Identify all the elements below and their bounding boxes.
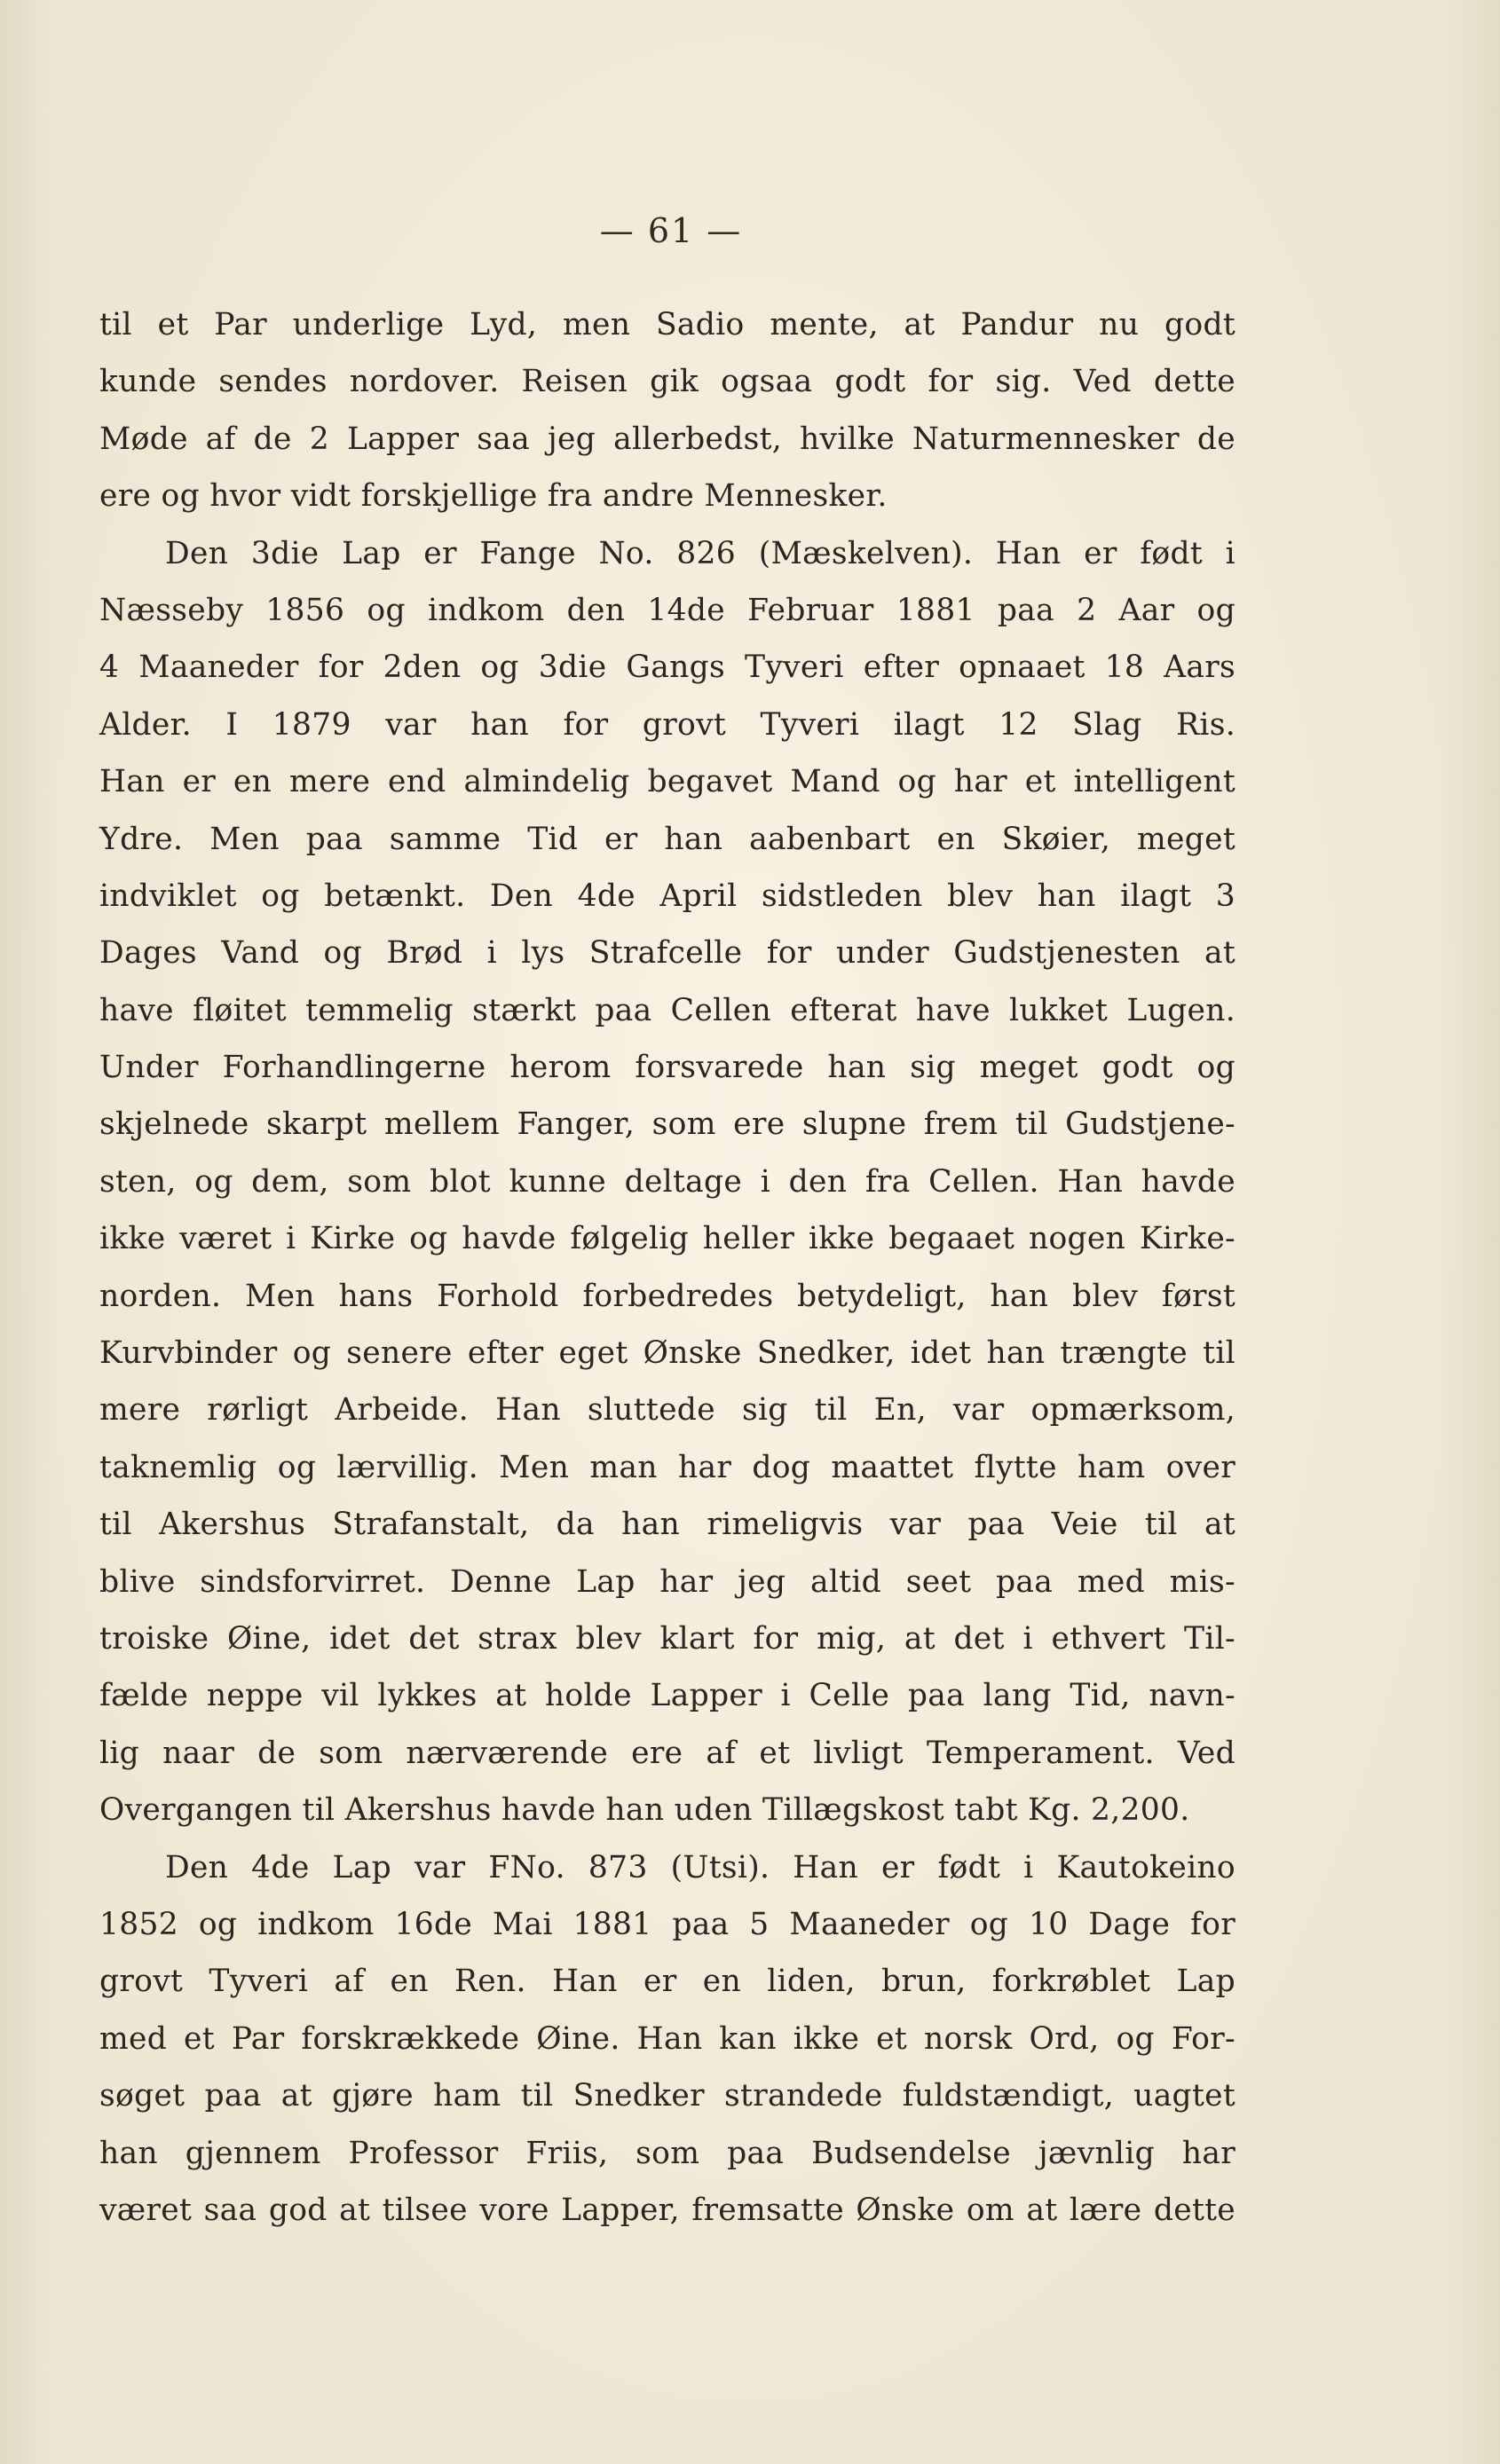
text-line: fælde neppe vil lykkes at holde Lapper i Celle paa lang Tid, navn- xyxy=(99,1678,1236,1714)
text-line: Møde af de 2 Lapper saa jeg allerbedst, hvilke Naturmennesker de xyxy=(99,421,1236,457)
text-line: Ydre. Men paa samme Tid er han aabenbart en Skøier, meget xyxy=(99,821,1236,857)
text-line: 1852 og indkom 16de Mai 1881 paa 5 Maaneder og 10 Dage for xyxy=(99,1906,1236,1942)
text-line: have fløitet temmelig stærkt paa Cellen efterat have lukket Lugen. xyxy=(99,992,1236,1028)
text-line: Han er en mere end almindelig begavet Mand og har et intelligent xyxy=(99,764,1236,800)
text-line: med et Par forskrækkede Øine. Han kan ikke et norsk Ord, og For- xyxy=(99,2020,1236,2057)
text-line: skjelnede skarpt mellem Fanger, som ere slupne frem til Gudstjene- xyxy=(99,1106,1236,1143)
text-line: Næsseby 1856 og indkom den 14de Februar 1881 paa 2 Aar og xyxy=(99,592,1236,628)
text-line: Den 3die Lap er Fange No. 826 (Mæskelven). Han er født i xyxy=(165,535,1236,571)
text-line: Overgangen til Akershus havde han uden Tillægskost tabt Kg. 2,200. xyxy=(99,1792,1190,1829)
text-line: lig naar de som nærværende ere af et livligt Temperament. Ved xyxy=(99,1735,1236,1771)
text-line: Kurvbinder og senere efter eget Ønske Snedker, idet han trængte til xyxy=(99,1335,1236,1372)
text-line: Dages Vand og Brød i lys Strafcelle for under Gudstjenesten at xyxy=(99,935,1236,972)
text-line: Den 4de Lap var FNo. 873 (Utsi). Han er født i Kautokeino xyxy=(165,1849,1236,1885)
text-line: indviklet og betænkt. Den 4de April sidstleden blev han ilagt 3 xyxy=(99,878,1236,914)
text-line: taknemlig og lærvillig. Men man har dog maattet flytte ham over xyxy=(99,1449,1236,1485)
text-line: 4 Maaneder for 2den og 3die Gangs Tyveri efter opnaaet 18 Aars xyxy=(99,649,1236,686)
text-line: han gjennem Professor Friis, som paa Budsendelse jævnlig har xyxy=(99,2135,1236,2171)
text-line: Alder. I 1879 var han for grovt Tyveri ilagt 12 Slag Ris. xyxy=(99,706,1236,743)
text-line: troiske Øine, idet det strax blev klart for mig, at det i ethvert Til- xyxy=(99,1620,1236,1657)
text-line: kunde sendes nordover. Reisen gik ogsaa godt for sig. Ved dette xyxy=(99,364,1236,400)
text-line: til Akershus Strafanstalt, da han rimeligvis var paa Veie til at xyxy=(99,1507,1236,1543)
text-line: sten, og dem, som blot kunne deltage i den fra Cellen. Han havde xyxy=(99,1163,1236,1200)
text-line: Under Forhandlingerne herom forsvarede han sig meget godt og xyxy=(99,1050,1236,1086)
text-line: grovt Tyveri af en Ren. Han er en liden, brun, forkrøblet Lap xyxy=(99,1964,1236,2000)
text-line: søget paa at gjøre ham til Snedker strandede fuldstændigt, uagtet xyxy=(99,2078,1236,2114)
text-line: mere rørligt Arbeide. Han sluttede sig til En, var opmærksom, xyxy=(99,1392,1236,1429)
text-line: ere og hvor vidt forskjellige fra andre Mennesker. xyxy=(99,478,888,515)
body-text xyxy=(99,296,1236,2239)
text-line: ikke været i Kirke og havde følgelig heller ikke begaaet nogen Kirke- xyxy=(99,1221,1236,1257)
text-line: været saa god at tilsee vore Lapper, fremsatte Ønske om at lære dette xyxy=(99,2192,1236,2228)
text-line: blive sindsforvirret. Denne Lap har jeg altid seet paa med mis- xyxy=(99,1563,1236,1600)
page-number: — 61 — xyxy=(599,211,743,250)
text-line: norden. Men hans Forhold forbedredes betydeligt, han blev først xyxy=(99,1278,1236,1314)
text-line: til et Par underlige Lyd, men Sadio mente, at Pandur nu godt xyxy=(99,307,1236,342)
